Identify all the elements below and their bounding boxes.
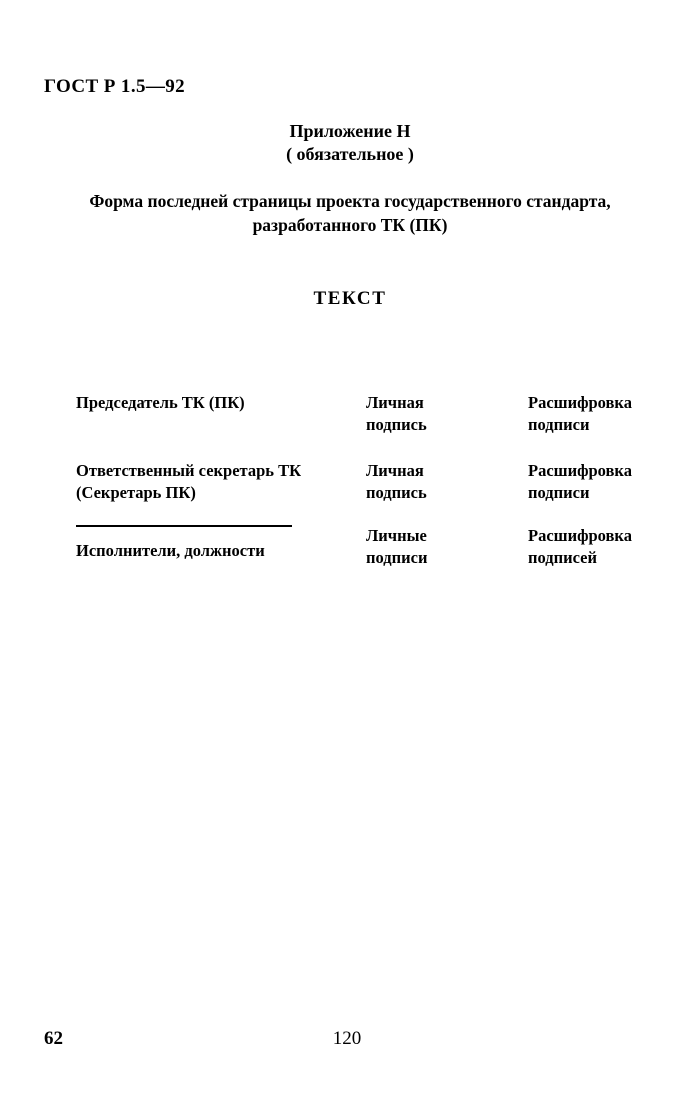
annex-status: ( обязательное ) (286, 144, 414, 164)
footer-page-number-center: 120 (332, 1028, 362, 1049)
decode-cell (528, 525, 656, 569)
decode-cell (528, 460, 656, 504)
role-cell (76, 525, 366, 562)
decode-label-line-1: Расшифровка (528, 461, 632, 480)
annex-title: Приложение Н (289, 121, 411, 141)
role-label: Исполнители, должности (76, 541, 265, 560)
footer-page-number-left: 62 (44, 1028, 63, 1049)
signature-rule-line (76, 525, 292, 527)
form-title (0, 189, 700, 237)
text-placeholder: ТЕКСТ (313, 288, 387, 309)
role-cell (76, 392, 366, 414)
signature-table (76, 392, 656, 569)
decode-label-line-2: подписей (528, 548, 597, 567)
role-cell (76, 460, 366, 504)
role-label-line-2: (Секретарь ПК) (76, 483, 196, 502)
role-label: Председатель ТК (ПК) (76, 393, 245, 412)
signature-cell (366, 392, 528, 436)
decode-label-line-2: подписи (528, 415, 590, 434)
signature-label-line-2: подпись (366, 483, 427, 502)
decode-cell (528, 392, 656, 436)
table-row (76, 392, 656, 436)
signature-label-line-1: Личная (366, 461, 424, 480)
decode-label-line-1: Расшифровка (528, 393, 632, 412)
signature-label-line-1: Личная (366, 393, 424, 412)
decode-label-line-1: Расшифровка (528, 526, 632, 545)
form-title-line-1: Форма последней страницы проекта государственного стандарта, (89, 191, 611, 211)
table-row (76, 460, 656, 504)
signature-cell (366, 525, 528, 569)
signature-label-line-2: подпись (366, 415, 427, 434)
form-title-line-2: разработанного ТК (ПК) (252, 215, 448, 235)
role-label: Ответственный секретарь ТК (76, 461, 302, 480)
standard-number-header: ГОСТ Р 1.5—92 (44, 76, 186, 97)
signature-cell (366, 460, 528, 504)
annex-heading (0, 120, 700, 166)
signature-label-line-2: подписи (366, 548, 428, 567)
signature-label-line-1: Личные (366, 526, 427, 545)
decode-label-line-2: подписи (528, 483, 590, 502)
table-row (76, 525, 656, 569)
